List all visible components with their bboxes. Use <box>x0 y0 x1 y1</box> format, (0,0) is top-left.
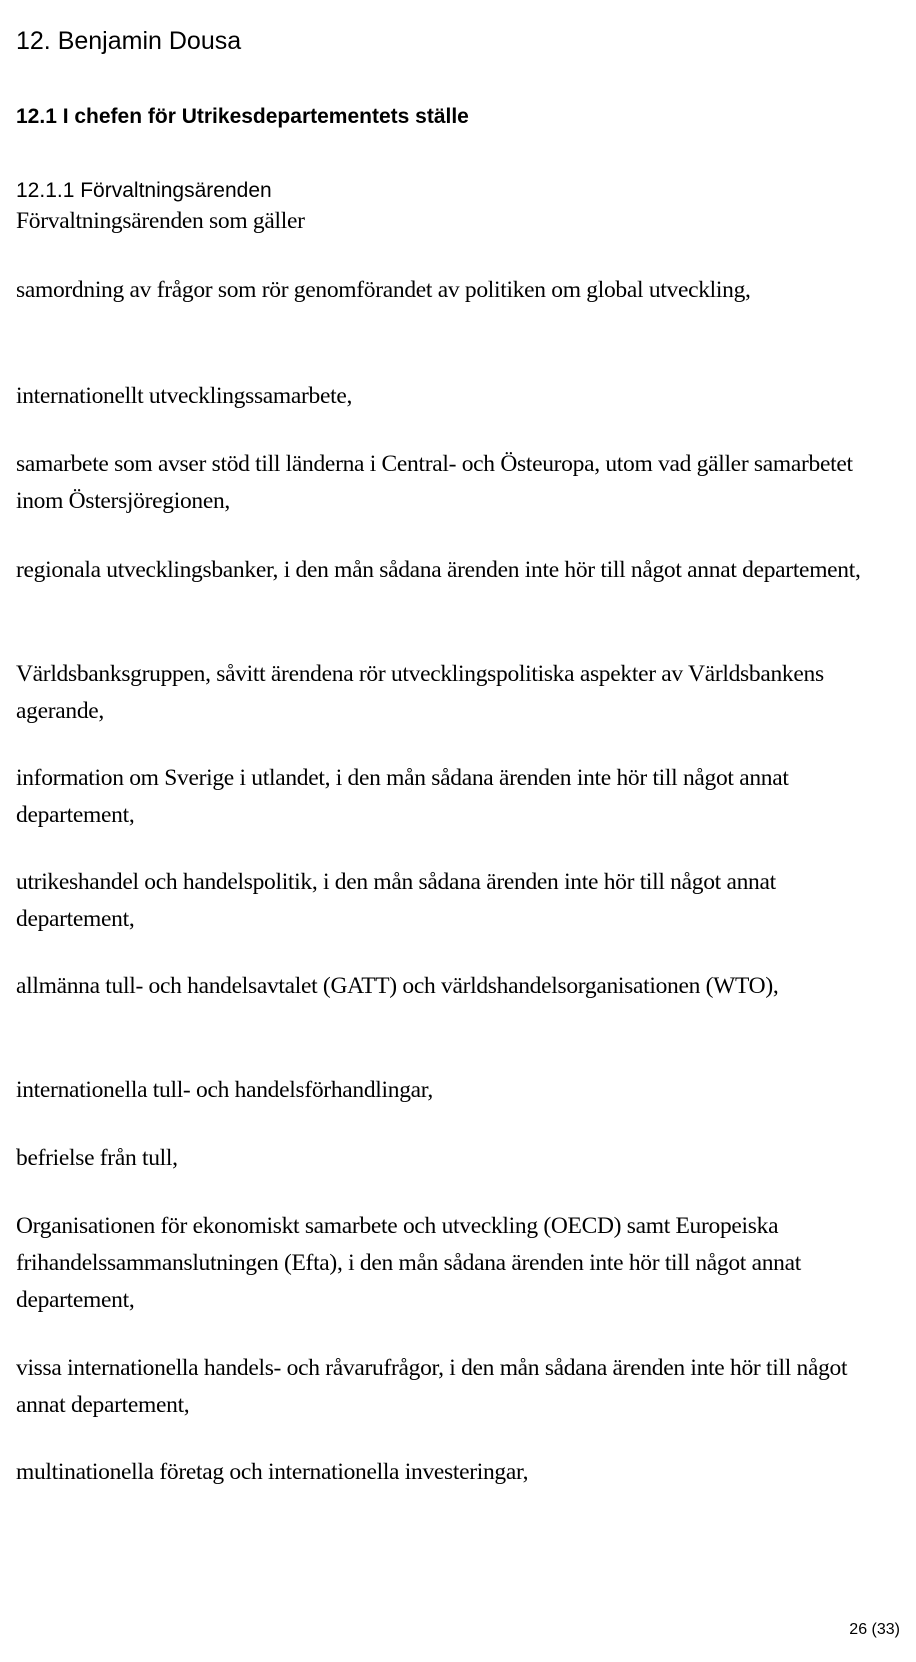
intro-paragraph: Förvaltningsärenden som gäller <box>16 208 305 234</box>
list-paragraph: allmänna tull- och handelsavtalet (GATT) och världshandelsorganisationen (WTO), <box>16 973 779 999</box>
list-paragraph: Organisationen för ekonomiskt samarbete och utveckling (OECD) samt Europeiska frihandelssammanslutningen (Efta), i den mån sådana ärenden inte hör till något annat departement, <box>16 1213 801 1313</box>
list-paragraph: information om Sverige i utlandet, i den mån sådana ärenden inte hör till något annat departement, <box>16 765 789 828</box>
list-paragraph: multinationella företag och internationella investeringar, <box>16 1459 529 1485</box>
list-paragraph: vissa internationella handels- och råvarufrågor, i den mån sådana ärenden inte hör till något annat departement, <box>16 1355 848 1418</box>
list-paragraph: utrikeshandel och handelspolitik, i den mån sådana ärenden inte hör till något annat departement, <box>16 869 776 932</box>
list-paragraph: Världsbanksgruppen, såvitt ärendena rör utvecklingspolitiska aspekter av Världsbankens agerande, <box>16 661 824 724</box>
list-paragraph: internationellt utvecklingssamarbete, <box>16 383 353 409</box>
list-paragraph: samordning av frågor som rör genomförandet av politiken om global utveckling, <box>16 277 751 303</box>
page-number: 26 (33) <box>849 1621 900 1638</box>
subsection-heading: 12.1 I chefen för Utrikesdepartementets ställe <box>16 105 469 128</box>
list-paragraph: internationella tull- och handelsförhandlingar, <box>16 1077 433 1103</box>
section-heading-minister: 12. Benjamin Dousa <box>16 27 242 55</box>
list-paragraph: samarbete som avser stöd till länderna i Central- och Östeuropa, utom vad gäller samarbetet inom Östersjöregionen, <box>16 451 853 514</box>
sub-subsection-heading: 12.1.1 Förvaltningsärenden <box>16 179 272 202</box>
list-paragraph: regionala utvecklingsbanker, i den mån sådana ärenden inte hör till något annat departement, <box>16 557 861 583</box>
list-paragraph: befrielse från tull, <box>16 1145 178 1171</box>
